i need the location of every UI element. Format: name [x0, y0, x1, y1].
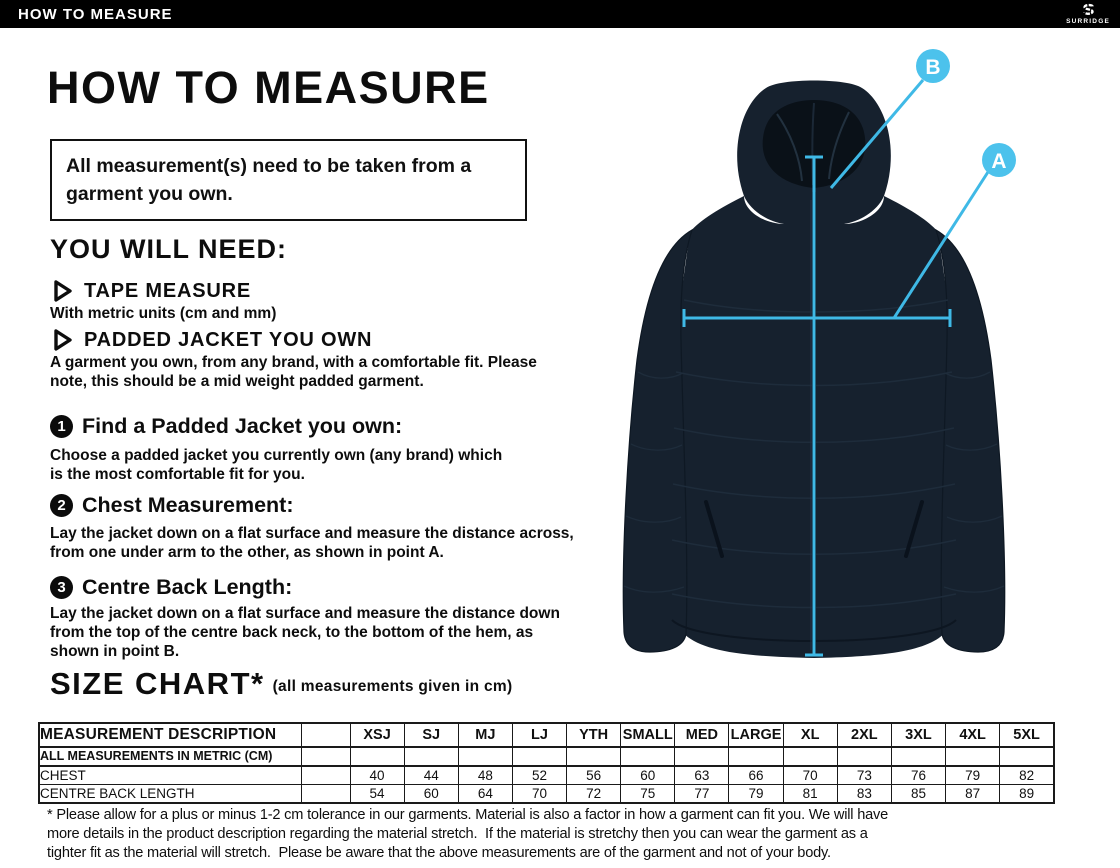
- value-cell: 70: [783, 766, 837, 785]
- triangle-bullet-icon: [53, 329, 73, 351]
- size-column-header: 2XL: [837, 723, 891, 747]
- step-3-desc-line: Lay the jacket down on a flat surface and measure the distance down: [50, 605, 560, 622]
- size-column-header: MED: [675, 723, 729, 747]
- point-b-label: B: [925, 56, 941, 79]
- value-cell: 81: [783, 784, 837, 803]
- footnote-line: tighter fit as the material will stretch. Please be aware that the above measurements are of the garment and not of your body.: [47, 845, 831, 861]
- value-cell: 79: [729, 784, 783, 803]
- table-row: [39, 766, 1054, 785]
- step-2-desc-line: from one under arm to the other, as shown in point A.: [50, 544, 444, 561]
- logo-s-icon: [1081, 3, 1096, 18]
- row-label: ALL MEASUREMENTS IN METRIC (CM): [39, 747, 301, 766]
- point-badges: [916, 49, 1016, 177]
- value-cell: 85: [891, 784, 945, 803]
- need-item-tape-desc: [50, 304, 276, 323]
- need-item-tape-desc-line: With metric units (cm and mm): [50, 305, 277, 322]
- value-cell: [458, 747, 512, 766]
- step-3-desc-line: shown in point B.: [50, 643, 180, 660]
- step-1-desc-line: Choose a padded jacket you currently own (any brand) which: [50, 447, 503, 464]
- note-box: [50, 139, 527, 221]
- value-cell: [783, 747, 837, 766]
- size-column-header: MJ: [458, 723, 512, 747]
- value-cell: [946, 747, 1000, 766]
- value-cell: 63: [675, 766, 729, 785]
- size-column-header: YTH: [567, 723, 621, 747]
- row-label: CHEST: [39, 766, 301, 785]
- spacer-cell: [301, 766, 350, 785]
- value-cell: 64: [458, 784, 512, 803]
- value-cell: [675, 747, 729, 766]
- note-text: [66, 152, 511, 208]
- table-header-row: [39, 723, 1054, 747]
- size-chart-subheading: (all measurements given in cm): [272, 678, 513, 695]
- value-cell: [621, 747, 675, 766]
- value-cell: 60: [621, 766, 675, 785]
- value-cell: 56: [567, 766, 621, 785]
- value-cell: [567, 747, 621, 766]
- note-text-line: garment you own.: [66, 183, 233, 205]
- triangle-bullet-icon: [53, 280, 73, 302]
- size-column-header: 5XL: [1000, 723, 1054, 747]
- you-will-need-heading: YOU WILL NEED:: [50, 234, 288, 264]
- size-column-header: 4XL: [946, 723, 1000, 747]
- footnote: [47, 806, 888, 863]
- value-cell: 77: [675, 784, 729, 803]
- jacket-sleeve-left: [623, 230, 692, 652]
- step-2-title: Chest Measurement:: [82, 493, 294, 517]
- value-cell: 70: [512, 784, 566, 803]
- value-cell: [729, 747, 783, 766]
- table-row: [39, 747, 1054, 766]
- value-cell: [512, 747, 566, 766]
- value-cell: 79: [946, 766, 1000, 785]
- step-3-desc: [50, 604, 560, 661]
- size-column-header: LJ: [512, 723, 566, 747]
- step-2-desc-line: Lay the jacket down on a flat surface and measure the distance across,: [50, 525, 574, 542]
- need-item-tape-title: TAPE MEASURE: [84, 280, 252, 302]
- spacer-cell: [301, 784, 350, 803]
- value-cell: [837, 747, 891, 766]
- step-1-desc: [50, 446, 502, 484]
- need-item-jacket-desc-line: note, this should be a mid weight padded garment.: [50, 373, 424, 390]
- step-number-badge: 1: [50, 415, 73, 438]
- step-1-desc-line: is the most comfortable fit for you.: [50, 466, 305, 483]
- value-cell: 52: [512, 766, 566, 785]
- step-number-badge: 3: [50, 576, 73, 599]
- step-3-title: Centre Back Length:: [82, 575, 293, 599]
- value-cell: 54: [350, 784, 404, 803]
- value-cell: [891, 747, 945, 766]
- top-bar-title: HOW TO MEASURE: [18, 5, 173, 23]
- step-1-title: Find a Padded Jacket you own:: [82, 414, 403, 438]
- value-cell: 83: [837, 784, 891, 803]
- point-a-label: A: [991, 150, 1007, 173]
- value-cell: 60: [404, 784, 458, 803]
- value-cell: 76: [891, 766, 945, 785]
- value-cell: 66: [729, 766, 783, 785]
- value-cell: 75: [621, 784, 675, 803]
- value-cell: 73: [837, 766, 891, 785]
- footnote-line: * Please allow for a plus or minus 1-2 cm tolerance in our garments. Material is also a factor in how a garment can fit you. We will have: [47, 807, 889, 823]
- table-row: [39, 784, 1054, 803]
- top-bar: [0, 0, 1120, 28]
- surridge-logo: [1066, 3, 1120, 26]
- need-item-jacket-title: PADDED JACKET YOU OWN: [84, 329, 373, 351]
- value-cell: [1000, 747, 1054, 766]
- size-column-header: SMALL: [621, 723, 675, 747]
- value-cell: 48: [458, 766, 512, 785]
- logo-wordmark: SURRIDGE: [1066, 17, 1110, 25]
- size-column-header: SJ: [404, 723, 458, 747]
- value-cell: 72: [567, 784, 621, 803]
- size-chart-heading: [50, 666, 512, 702]
- size-column-header: 3XL: [891, 723, 945, 747]
- step-3-desc-line: from the top of the centre back neck, to the bottom of the hem, as: [50, 624, 534, 641]
- spacer-cell: [301, 747, 350, 766]
- size-column-header: XL: [783, 723, 837, 747]
- size-table-body: [39, 747, 1054, 803]
- size-chart-title: SIZE CHART*: [50, 666, 265, 701]
- value-cell: [404, 747, 458, 766]
- spacer-cell: [301, 723, 350, 747]
- need-item-jacket-desc-line: A garment you own, from any brand, with a comfortable fit. Please: [50, 354, 537, 371]
- size-table: [38, 722, 1055, 804]
- jacket-diagram: [580, 30, 1100, 690]
- page-title: HOW TO MEASURE: [47, 62, 490, 113]
- size-column-header: LARGE: [729, 723, 783, 747]
- table-header-description: MEASUREMENT DESCRIPTION: [39, 723, 301, 747]
- footnote-line: more details in the product description regarding the material stretch. If the material is stretchy then you can wear the garment as a: [47, 826, 868, 842]
- value-cell: 82: [1000, 766, 1054, 785]
- need-item-jacket-desc: [50, 353, 537, 391]
- value-cell: 40: [350, 766, 404, 785]
- step-2-desc: [50, 524, 574, 562]
- size-column-header: XSJ: [350, 723, 404, 747]
- row-label: CENTRE BACK LENGTH: [39, 784, 301, 803]
- note-text-line: All measurement(s) need to be taken from a: [66, 155, 472, 177]
- value-cell: 89: [1000, 784, 1054, 803]
- jacket-sleeve-right: [936, 230, 1005, 652]
- step-number-badge: 2: [50, 494, 73, 517]
- value-cell: 44: [404, 766, 458, 785]
- value-cell: 87: [946, 784, 1000, 803]
- value-cell: [350, 747, 404, 766]
